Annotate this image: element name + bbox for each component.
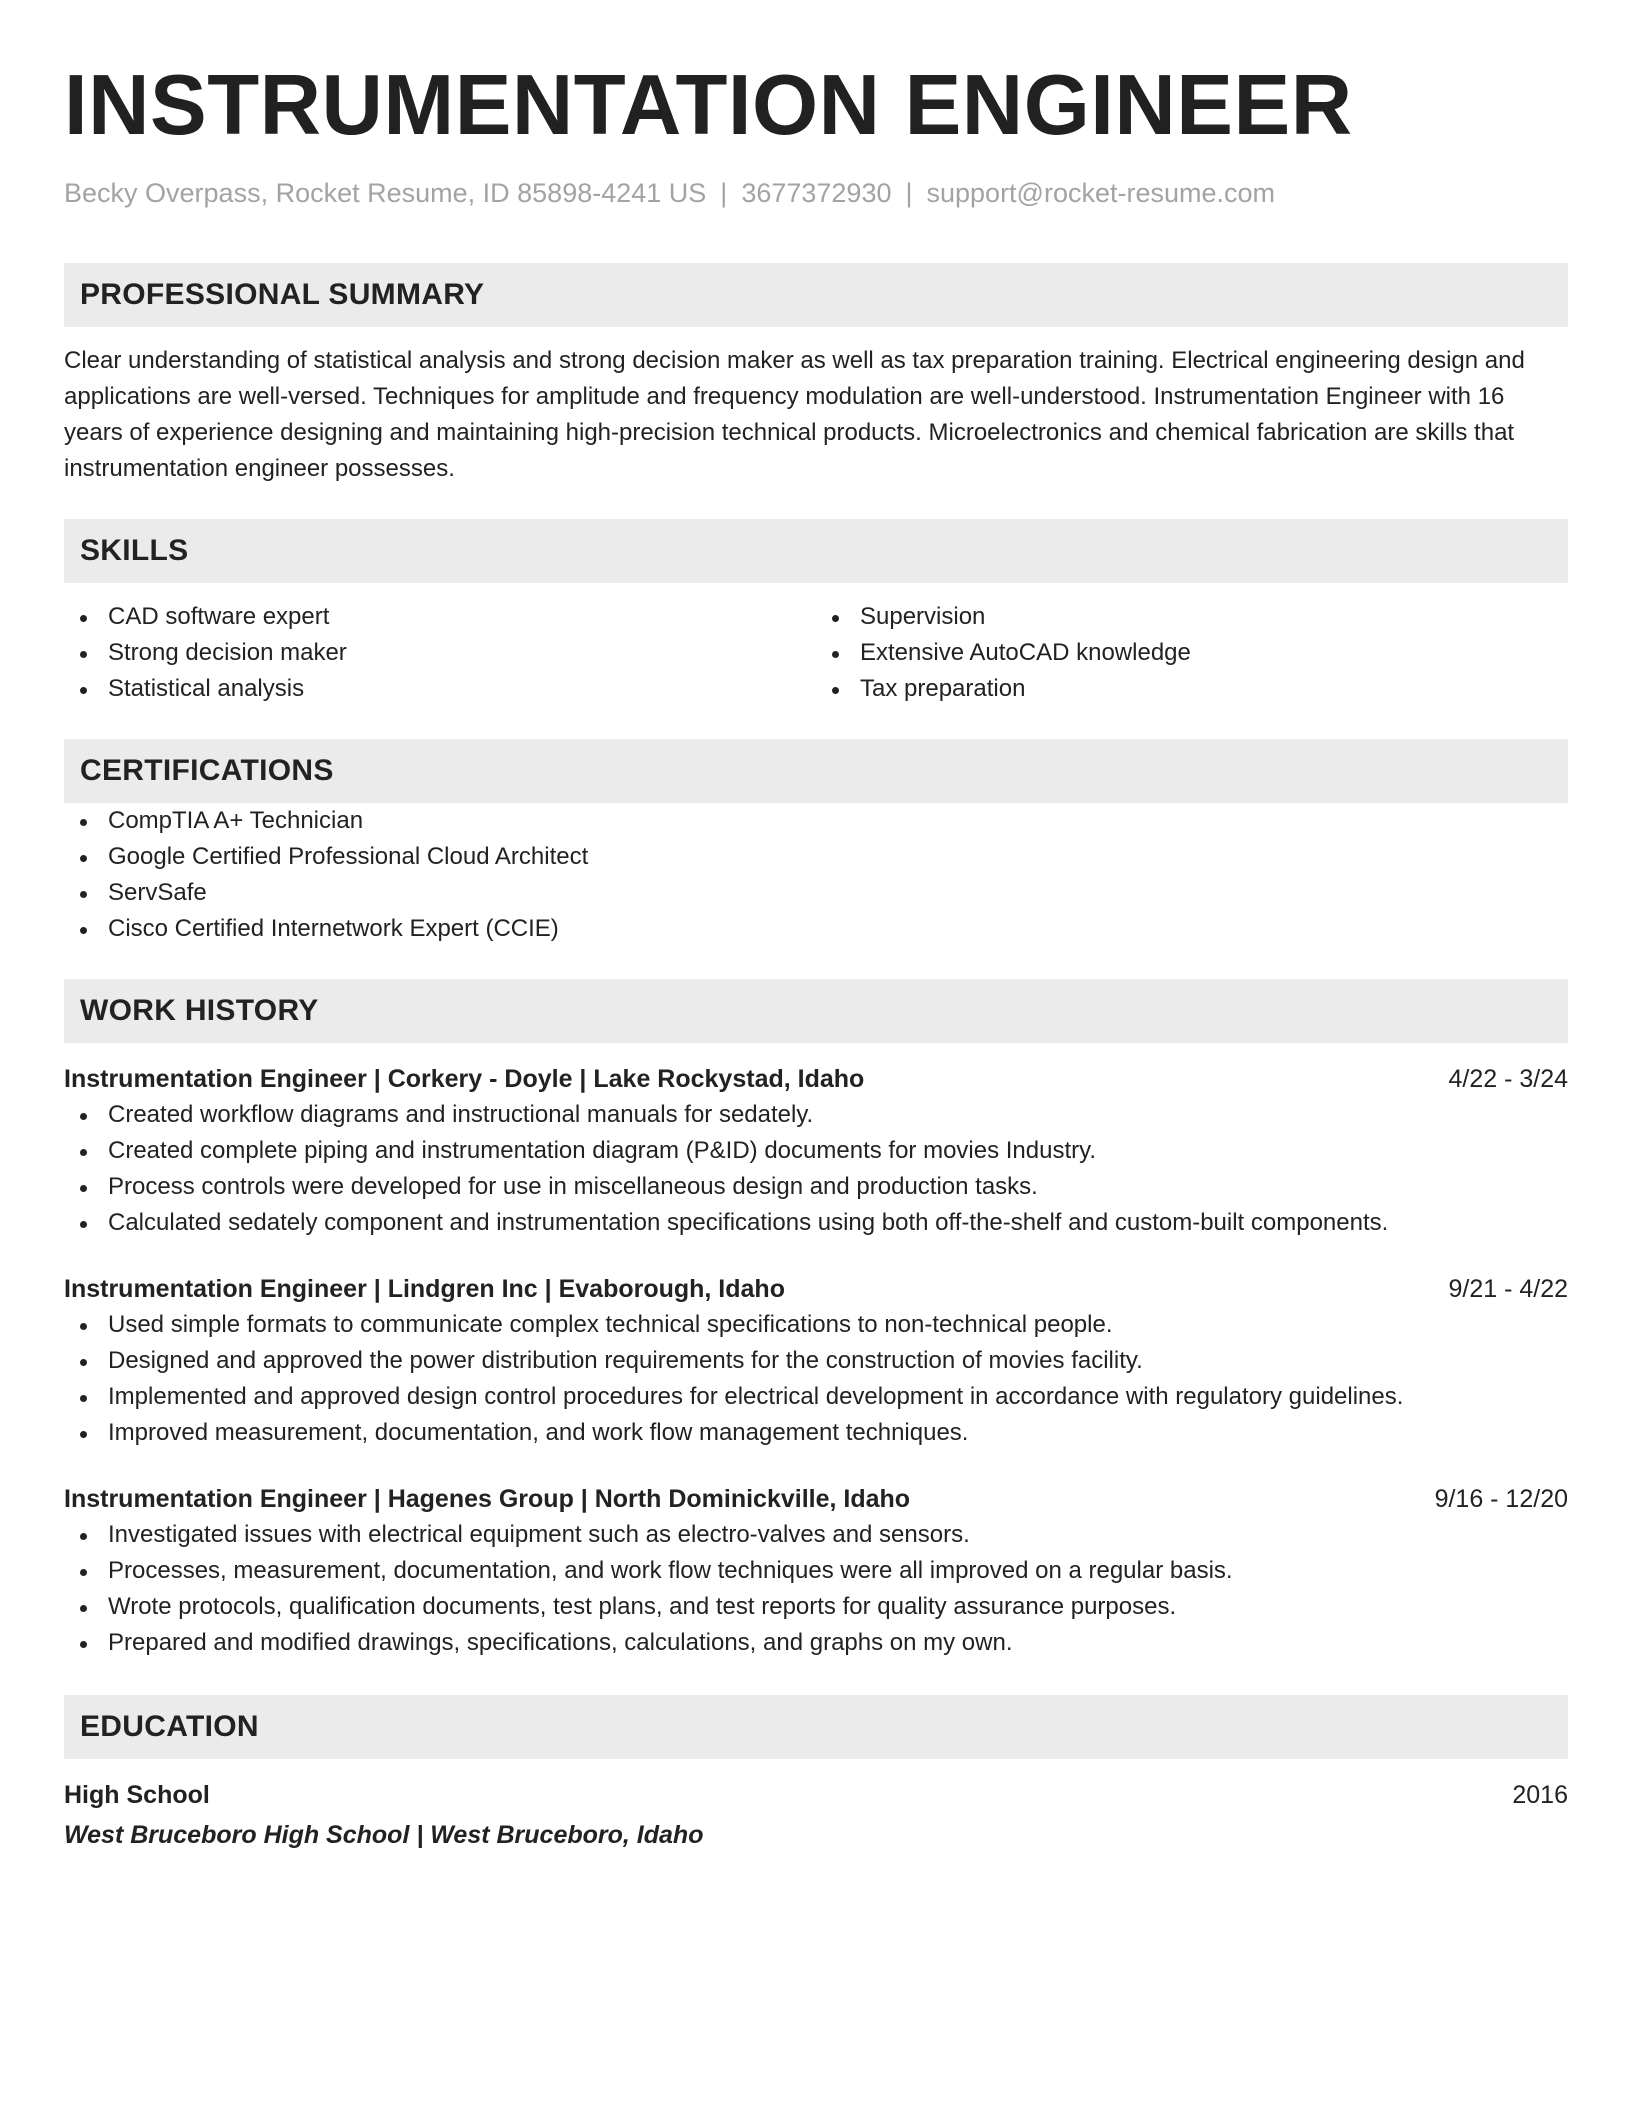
education-degree: High School bbox=[64, 1781, 210, 1809]
skill-item: CAD software expert bbox=[64, 599, 816, 635]
job-dates: 9/21 - 4/22 bbox=[1448, 1275, 1568, 1303]
contact-separator: | bbox=[905, 178, 913, 208]
skill-item: Supervision bbox=[816, 599, 1568, 635]
job-bullet: Processes, measurement, documentation, and work flow techniques were all improved on a regular basis. bbox=[64, 1553, 1568, 1589]
job-title: Instrumentation Engineer | Lindgren Inc | Evaborough, Idaho bbox=[64, 1275, 785, 1303]
job-dates: 9/16 - 12/20 bbox=[1434, 1485, 1568, 1513]
job-bullet: Process controls were developed for use in miscellaneous design and production tasks. bbox=[64, 1169, 1568, 1205]
resume-title: INSTRUMENTATION ENGINEER bbox=[64, 58, 1353, 153]
section-header-work-history: WORK HISTORY bbox=[64, 979, 1568, 1043]
job-bullet: Created complete piping and instrumentation diagram (P&ID) documents for movies Industry. bbox=[64, 1133, 1568, 1169]
skills-grid bbox=[64, 599, 1568, 707]
job-bullet: Designed and approved the power distribution requirements for the construction of movies facility. bbox=[64, 1343, 1568, 1379]
job-header bbox=[64, 1271, 1568, 1307]
certification-item: Cisco Certified Internetwork Expert (CCIE) bbox=[64, 911, 1568, 947]
job-entry bbox=[64, 1271, 1568, 1451]
skills-column-right bbox=[816, 599, 1568, 707]
education-year: 2016 bbox=[1512, 1781, 1568, 1809]
section-header-certifications: CERTIFICATIONS bbox=[64, 739, 1568, 803]
contact-line bbox=[64, 176, 1568, 210]
contact-address: Becky Overpass, Rocket Resume, ID 85898-4241 US bbox=[64, 178, 707, 208]
job-title: Instrumentation Engineer | Hagenes Group | North Dominickville, Idaho bbox=[64, 1485, 911, 1513]
section-header-education: EDUCATION bbox=[64, 1695, 1568, 1759]
job-bullets bbox=[64, 1517, 1568, 1661]
certification-item: Google Certified Professional Cloud Architect bbox=[64, 839, 1568, 875]
job-bullet: Investigated issues with electrical equipment such as electro-valves and sensors. bbox=[64, 1517, 1568, 1553]
certification-item: ServSafe bbox=[64, 875, 1568, 911]
summary-text: Clear understanding of statistical analysis and strong decision maker as well as tax preparation training. Electrical engineering design and applications are well-versed. Techniques for amplitude and frequency modulation are well-understood. Instrumentation Engineer with 16 years of experience designing and maintaining high-precision technical products. Microelectronics and chemical fabrication are skills that instrumentation engineer possesses. bbox=[64, 347, 1525, 482]
section-header-summary: PROFESSIONAL SUMMARY bbox=[64, 263, 1568, 327]
job-bullet: Calculated sedately component and instrumentation specifications using both off-the-shelf and custom-built components. bbox=[64, 1205, 1568, 1241]
skills-list-right bbox=[816, 599, 1568, 707]
job-bullet: Used simple formats to communicate complex technical specifications to non-technical people. bbox=[64, 1307, 1568, 1343]
skill-item: Strong decision maker bbox=[64, 635, 816, 671]
contact-phone: 3677372930 bbox=[741, 178, 892, 208]
education-header bbox=[64, 1777, 1568, 1813]
job-bullet: Created workflow diagrams and instructional manuals for sedately. bbox=[64, 1097, 1568, 1133]
job-bullet: Improved measurement, documentation, and work flow management techniques. bbox=[64, 1415, 1568, 1451]
job-bullet: Wrote protocols, qualification documents, test plans, and test reports for quality assurance purposes. bbox=[64, 1589, 1568, 1625]
job-bullets bbox=[64, 1307, 1568, 1451]
section-header-skills: SKILLS bbox=[64, 519, 1568, 583]
skill-item: Extensive AutoCAD knowledge bbox=[816, 635, 1568, 671]
job-header bbox=[64, 1061, 1568, 1097]
job-header bbox=[64, 1481, 1568, 1517]
job-entry bbox=[64, 1061, 1568, 1241]
skill-item: Tax preparation bbox=[816, 671, 1568, 707]
job-bullet: Prepared and modified drawings, specifications, calculations, and graphs on my own. bbox=[64, 1625, 1568, 1661]
job-dates: 4/22 - 3/24 bbox=[1448, 1065, 1568, 1093]
education-entry bbox=[64, 1777, 1568, 1853]
skill-item: Statistical analysis bbox=[64, 671, 816, 707]
education-school: West Bruceboro High School | West Bruceboro, Idaho bbox=[64, 1821, 704, 1849]
contact-separator: | bbox=[720, 178, 728, 208]
skills-list-left bbox=[64, 599, 816, 707]
skills-column-left bbox=[64, 599, 816, 707]
job-bullets bbox=[64, 1097, 1568, 1241]
contact-email: support@rocket-resume.com bbox=[926, 178, 1276, 208]
certification-item: CompTIA A+ Technician bbox=[64, 803, 1568, 839]
job-title: Instrumentation Engineer | Corkery - Doyle | Lake Rockystad, Idaho bbox=[64, 1065, 865, 1093]
certifications-list bbox=[64, 803, 1568, 947]
job-bullet: Implemented and approved design control procedures for electrical development in accordance with regulatory guidelines. bbox=[64, 1379, 1568, 1415]
job-entry bbox=[64, 1481, 1568, 1661]
